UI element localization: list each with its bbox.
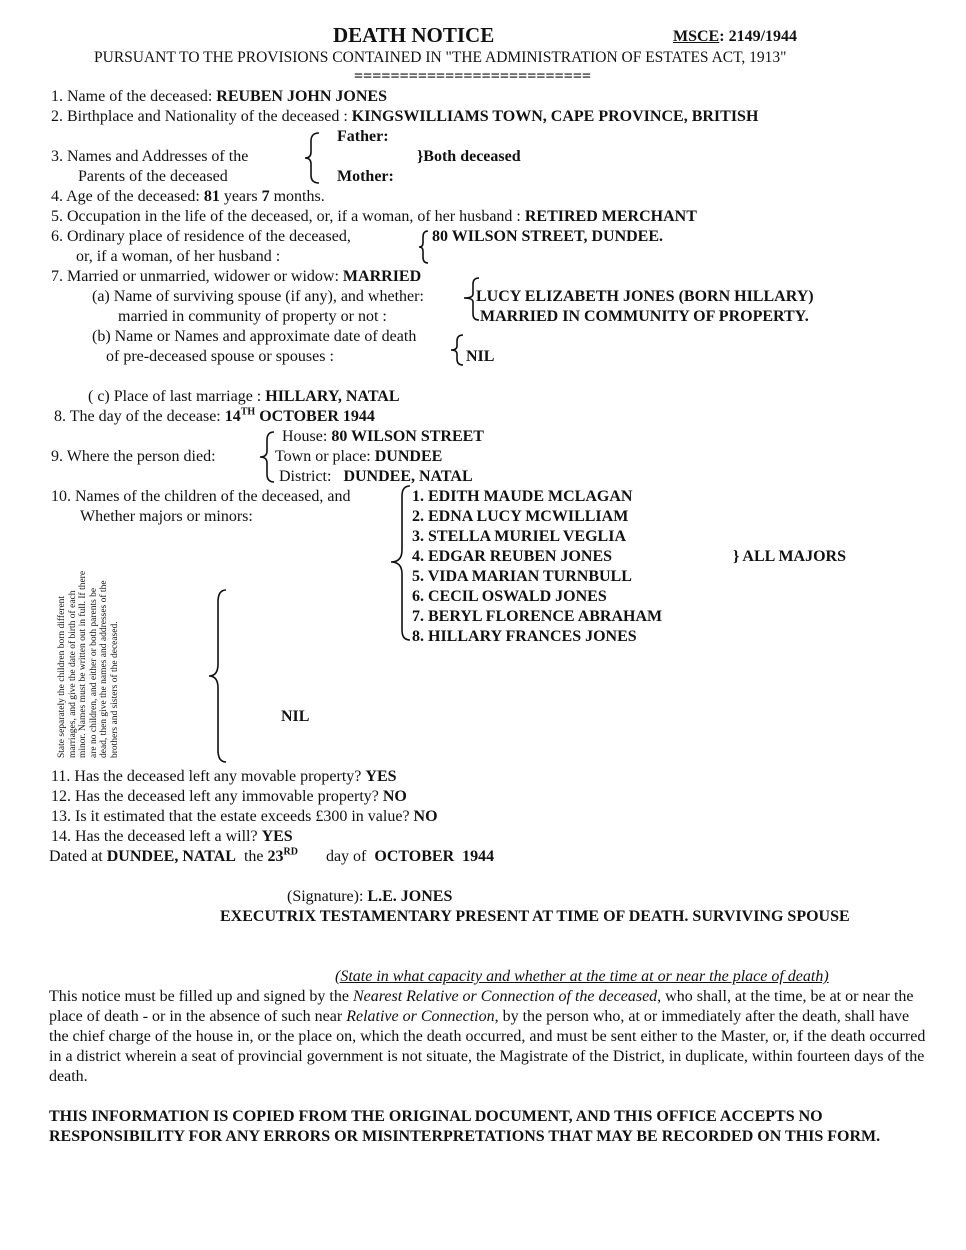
instructions-emphasis: Nearest Relative or Connection of the deceased: [352, 988, 658, 1005]
instructions-text: This notice must be filled up and signed by the: [49, 988, 353, 1005]
dated-day-suffix: RD: [283, 846, 298, 858]
q9-town-value: DUNDEE: [374, 448, 443, 465]
q8-day: 14: [224, 408, 241, 425]
dated-row: [49, 847, 494, 867]
q11-row: [51, 767, 397, 787]
q7c-row: [88, 387, 400, 407]
q13-label: 13. Is it estimated that the estate exceeds £300 in value?: [51, 808, 410, 825]
page-title: DEATH NOTICE: [333, 23, 495, 47]
q10-label-line2: Whether majors or minors:: [80, 508, 253, 525]
q7a-label-line2: married in community of property or not :: [118, 308, 387, 325]
q2-value: KINGSWILLIAMS TOWN, CAPE PROVINCE, BRITISH: [351, 108, 759, 125]
dated-year: 1944: [462, 848, 495, 865]
disclaimer: THIS INFORMATION IS COPIED FROM THE ORIGINAL DOCUMENT, AND THIS OFFICE ACCEPTS NO RESPONSIBILITY FOR ANY ERRORS OR MISINTERPRETATIONS THAT MAY BE RECORDED ON THIS FORM.: [49, 1108, 881, 1145]
instructions-emphasis: Relative or Connection: [346, 1008, 495, 1025]
q10-label-line1: 10. Names of the children of the deceased, and: [51, 488, 351, 505]
q7a-spouse-name: LUCY ELIZABETH JONES (BORN HILLARY): [476, 288, 814, 305]
q7b-label-line2: of pre-deceased spouse or spouses :: [106, 348, 334, 365]
q5-row: [51, 207, 697, 227]
q10-other-value: NIL: [281, 708, 310, 725]
q7a-label-line1: (a) Name of surviving spouse (if any), and whether:: [92, 288, 424, 305]
dated-month: OCTOBER: [374, 848, 455, 865]
msce-value: : 2149/1944: [719, 28, 798, 45]
q3-mother-label: Mother:: [337, 168, 394, 185]
q2-row: [51, 107, 758, 127]
q10-children-brace: [388, 484, 414, 644]
q4-label: 4. Age of the deceased:: [51, 188, 200, 205]
q1-label: 1. Name of the deceased:: [51, 88, 213, 105]
q9-town-label: Town or place:: [275, 448, 371, 465]
q4-row: [51, 187, 325, 207]
header-rule: ==========================: [354, 68, 592, 85]
q3-father-label: Father:: [337, 128, 389, 145]
dated-the: the: [243, 848, 264, 865]
q7b-value: NIL: [466, 348, 495, 365]
q7a-property-status: MARRIED IN COMMUNITY OF PROPERTY.: [480, 308, 809, 325]
q10-other-brace: [206, 588, 230, 764]
q6-brace: [417, 229, 431, 265]
q1-value: REUBEN JOHN JONES: [216, 88, 387, 105]
q14-value: YES: [261, 828, 293, 845]
q7c-label: ( c) Place of last marriage :: [88, 388, 262, 405]
q12-value: NO: [382, 788, 407, 805]
q7b-brace: [448, 333, 466, 367]
q1-row: [51, 87, 387, 107]
signature-label: (Signature):: [287, 888, 364, 905]
q7-label: 7. Married or unmarried, widower or widow:: [51, 268, 339, 285]
q14-row: [51, 827, 293, 847]
signature-row: [287, 887, 452, 907]
q8-label: 8. The day of the decease:: [54, 408, 221, 425]
q7c-value: HILLARY, NATAL: [265, 388, 400, 405]
instructions-paragraph: [49, 987, 929, 1087]
capacity-hint: (State in what capacity and whether at the time at or near the place of death): [335, 968, 829, 985]
q6-label-line1: 6. Ordinary place of residence of the deceased,: [51, 228, 351, 245]
signature-capacity: EXECUTRIX TESTAMENTARY PRESENT AT TIME OF DEATH. SURVIVING SPOUSE: [220, 908, 850, 925]
q8-day-suffix: TH: [240, 406, 256, 418]
child-name: 6. CECIL OSWALD JONES: [412, 588, 607, 605]
dated-place: DUNDEE, NATAL: [106, 848, 236, 865]
q5-label: 5. Occupation in the life of the deceased, or, if a woman, of her husband :: [51, 208, 521, 225]
q6-value: 80 WILSON STREET, DUNDEE.: [432, 228, 664, 245]
q13-row: [51, 807, 438, 827]
q9-house-label: House:: [282, 428, 328, 445]
child-name: 8. HILLARY FRANCES JONES: [412, 628, 637, 645]
q4-years: 81: [203, 188, 220, 205]
q4-months: 7: [261, 188, 270, 205]
q3-label-line2: Parents of the deceased: [78, 168, 228, 185]
q12-label: 12. Has the deceased left any immovable property?: [51, 788, 379, 805]
q11-value: YES: [365, 768, 397, 785]
q6-label-line2: or, if a woman, of her husband :: [76, 248, 281, 265]
msce-reference: [673, 27, 797, 47]
q9-district-label: District:: [279, 468, 332, 485]
signature-value: L.E. JONES: [367, 888, 453, 905]
q10-majors-note: } ALL MAJORS: [733, 548, 846, 565]
q12-row: [51, 787, 407, 807]
q7-row: [51, 267, 421, 287]
q7b-label-line1: (b) Name or Names and approximate date of death: [92, 328, 417, 345]
instructions-text: , by the person who, at or immediately after the death, shall have the chief charge of the house in, or the place on, which the death occurred, and must be sent either to the Master, or, if the death occurred in a district wherein a seat of provincial government is not situate, the Magistrate of the District, in duplicate, within fourteen days of the death.: [49, 1008, 926, 1085]
dated-day: 23: [267, 848, 284, 865]
q9-house-row: [282, 427, 484, 447]
child-name: 5. VIDA MARIAN TURNBULL: [412, 568, 632, 585]
q3-value: }Both deceased: [417, 148, 521, 165]
q11-label: 11. Has the deceased left any movable property?: [51, 768, 362, 785]
child-name: 4. EDGAR REUBEN JONES: [412, 548, 613, 565]
q13-value: NO: [413, 808, 438, 825]
q5-value: RETIRED MERCHANT: [524, 208, 697, 225]
dated-prefix: Dated at: [49, 848, 103, 865]
q9-district-row: [279, 467, 473, 487]
child-name: 7. BERYL FLORENCE ABRAHAM: [412, 608, 663, 625]
q14-label: 14. Has the deceased left a will?: [51, 828, 258, 845]
q7-value: MARRIED: [342, 268, 422, 285]
q4-years-unit: years: [223, 188, 258, 205]
q2-label: 2. Birthplace and Nationality of the deceased :: [51, 108, 348, 125]
q9-district-value: DUNDEE, NATAL: [343, 468, 473, 485]
q10-side-note: State separately the children born different marriages, and give the date of birth of each minor. Names must be written out in full. If there are no children, and either or both parents be dead, then give the names and addresses of the brothers and sisters of the deceased.: [57, 570, 120, 758]
dated-day-of: day of: [325, 848, 367, 865]
instructions-text: , who shall, at the time, be at or near the place of death - or in the absence of such near: [49, 988, 914, 1025]
q9-town-row: [275, 447, 442, 467]
q8-month-year: OCTOBER 1944: [259, 408, 375, 425]
page-subtitle: PURSUANT TO THE PROVISIONS CONTAINED IN "THE ADMINISTRATION OF ESTATES ACT, 1913": [94, 49, 787, 66]
q4-months-unit: months.: [273, 188, 325, 205]
msce-label: MSCE: [673, 28, 720, 45]
child-name: 3. STELLA MURIEL VEGLIA: [412, 528, 626, 545]
q3-brace: [303, 131, 323, 185]
q9-label: 9. Where the person died:: [51, 448, 216, 465]
child-name: 2. EDNA LUCY MCWILLIAM: [412, 508, 629, 525]
q8-row: [54, 407, 375, 427]
q9-house-value: 80 WILSON STREET: [331, 428, 484, 445]
q3-label-line1: 3. Names and Addresses of the: [51, 148, 249, 165]
child-name: 1. EDITH MAUDE MCLAGAN: [412, 488, 633, 505]
